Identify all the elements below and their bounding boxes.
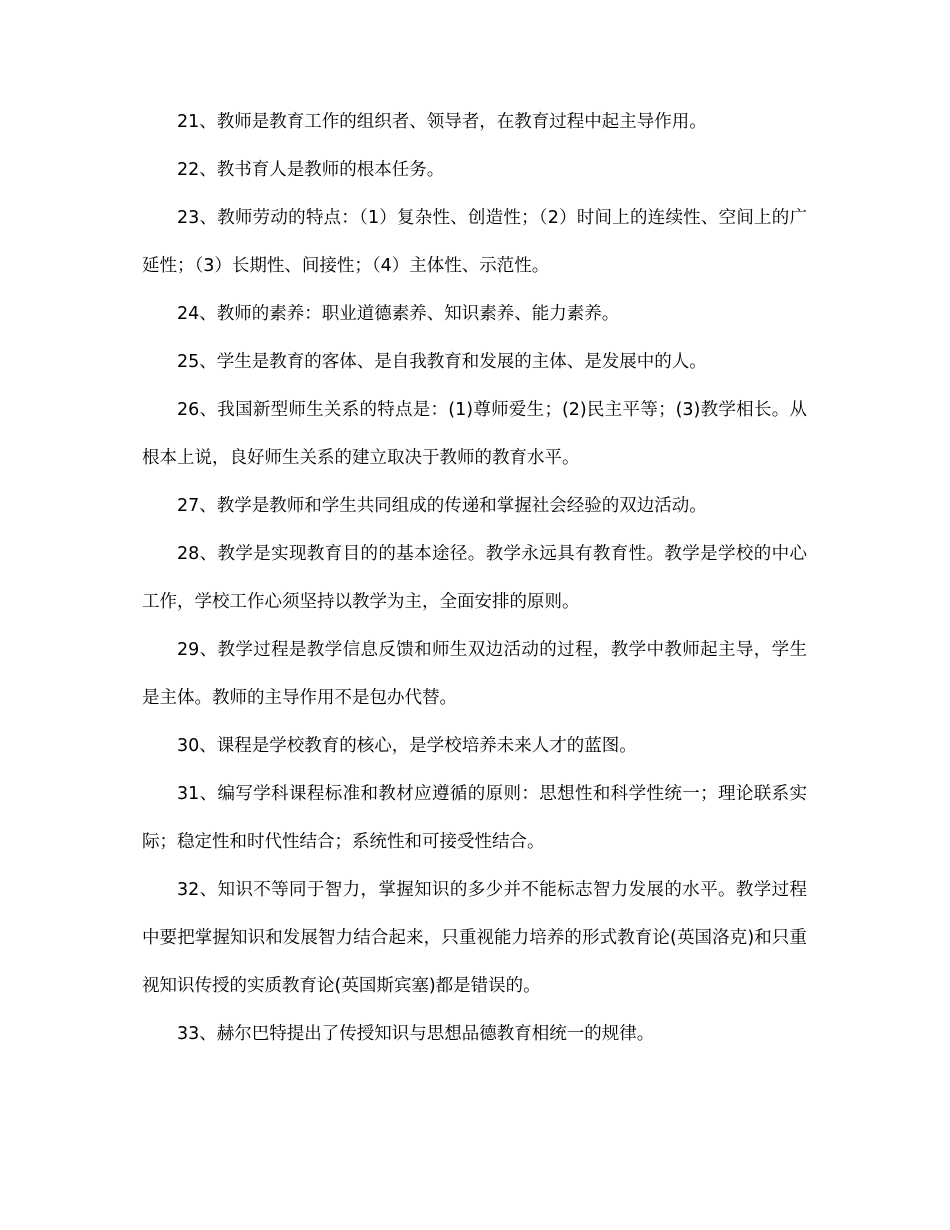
document-body — [142, 98, 807, 1058]
paragraph-31: 31、编写学科课程标准和教材应遵循的原则：思想性和科学性统一；理论联系实际；稳定性和时代性结合；系统性和可接受性结合。 — [142, 784, 807, 852]
paragraph-29: 29、教学过程是教学信息反馈和师生双边活动的过程，教学中教师起主导，学生是主体。教师的主导作用不是包办代替。 — [142, 640, 807, 708]
paragraph-23: 23、教师劳动的特点：（1）复杂性、创造性；（2）时间上的连续性、空间上的广延性；（3）长期性、间接性；（4）主体性、示范性。 — [142, 208, 807, 276]
paragraph-33: 33、赫尔巴特提出了传授知识与思想品德教育相统一的规律。 — [177, 1024, 655, 1044]
paragraph-25: 25、学生是教育的客体、是自我教育和发展的主体、是发展中的人。 — [177, 352, 707, 372]
paragraph-22: 22、教书育人是教师的根本任务。 — [177, 160, 445, 180]
paragraph-30: 30、课程是学校教育的核心，是学校培养未来人才的蓝图。 — [177, 736, 637, 756]
paragraph-28: 28、教学是实现教育目的的基本途径。教学永远具有教育性。教学是学校的中心工作，学校工作心须坚持以教学为主，全面安排的原则。 — [142, 544, 807, 612]
paragraph-21: 21、教师是教育工作的组织者、领导者，在教育过程中起主导作用。 — [177, 112, 707, 132]
paragraph-32: 32、知识不等同于智力，掌握知识的多少并不能标志智力发展的水平。教学过程中要把掌握知识和发展智力结合起来，只重视能力培养的形式教育论(英国洛克)和只重视知识传授的实质教育论(英国斯宾塞)都是错误的。 — [142, 880, 807, 996]
paragraph-26: 26、我国新型师生关系的特点是：(1)尊师爱生；(2)民主平等；(3)教学相长。从根本上说，良好师生关系的建立取决于教师的教育水平。 — [142, 400, 807, 468]
paragraph-24: 24、教师的素养：职业道德素养、知识素养、能力素养。 — [177, 304, 620, 324]
paragraph-27: 27、教学是教师和学生共同组成的传递和掌握社会经验的双边活动。 — [177, 496, 707, 516]
